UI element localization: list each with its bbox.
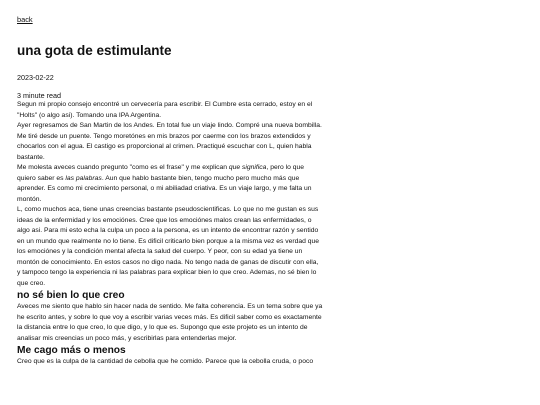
paragraph-1: Segun mi propio consejo encontré un cervecería para escribir. El Cumbre esta cerrado, estoy en el "Holts" (o algo asi). Tomando una IPA Argentina. — [17, 101, 313, 119]
paragraph-3-emphasis-2: las palabras — [65, 174, 102, 182]
paragraph-3 — [17, 163, 323, 205]
post-title: una gota de estimulante — [17, 43, 172, 58]
paragraph-3-emphasis-1: que significa — [228, 164, 267, 171]
paragraph-5: Aveces me siento que hablo sin hacer nada de sentido. Me falta coherencia. Es un tema sobre que ya he escrito antes, y sobre lo que voy a escribir varias veces más. Es dificil saber como es exactamente la distancia entre lo que creo, lo que digo, y lo que es. Supongo que este projeto es un intento de analisar mis creencias un poco más, y escribirlas para entenderlas mejor. — [17, 303, 323, 342]
post-date: 2023-02-22 — [17, 73, 54, 82]
paragraph-3-text-c: . Aun que hablo bastante bien, tengo mucho pero mucho más que aprender. Es como mi crecimiento personal, o mi abiliadad criativa. Es un viaje largo, y me falta un montón. — [17, 174, 312, 203]
section-heading-2: Me cago más o menos — [17, 345, 126, 356]
paragraph-6: Creo que es la culpa de la cantidad de cebolla que he comido. Parece que la cebolla cruda, o poco — [17, 358, 314, 365]
paragraph-2: Ayer regresamos de San Martin de los Andes. En total fue un viaje lindo. Compré una nueva bombilla. Me tiré desde un puente. Tengo moretónes en mis brazos por caerme con los brazos extendidos y chocarlos con el agua. El castigo es proporcional al crimen. Practiqué escuchar con L, quien habla bastante. — [17, 122, 322, 161]
read-time: 3 minute read — [17, 91, 61, 100]
paragraph-4: L, como muchos aca, tiene unas creencias bastante pseudoscientificas. Lo que no me gustan es sus ideas de la enfermidad y los emociónes. Cree que los emociónes malos crean las enfermidades, o algo asi. Para mi esto echa la culpa un poco a la persona, es un intento de encontrar razón y sentido en un mundo que realmente no lo tiene. Es dificil criticarlo bien porque a la misma vez es verdad que los emociónes y la condición mental afecta la salud del cuerpo. Y peor, con su edad ya tiene un montón de conocimiento. En estos casos no digo nada. No tengo nada de ganas de discutir con ella, y tampoco tengo la experiencia ni las palabras para explicar bien lo que creo. Ademas, no sé bien lo que creo. — [17, 206, 320, 287]
paragraph-3-text-b: , pero lo que quiero saber es — [17, 164, 304, 182]
section-heading-1: no sé bien lo que creo — [17, 290, 125, 301]
paragraph-3-text-a: Me molesta aveces cuando pregunto "como es el frase" y me explican — [17, 164, 229, 171]
back-link[interactable]: back — [17, 15, 33, 24]
